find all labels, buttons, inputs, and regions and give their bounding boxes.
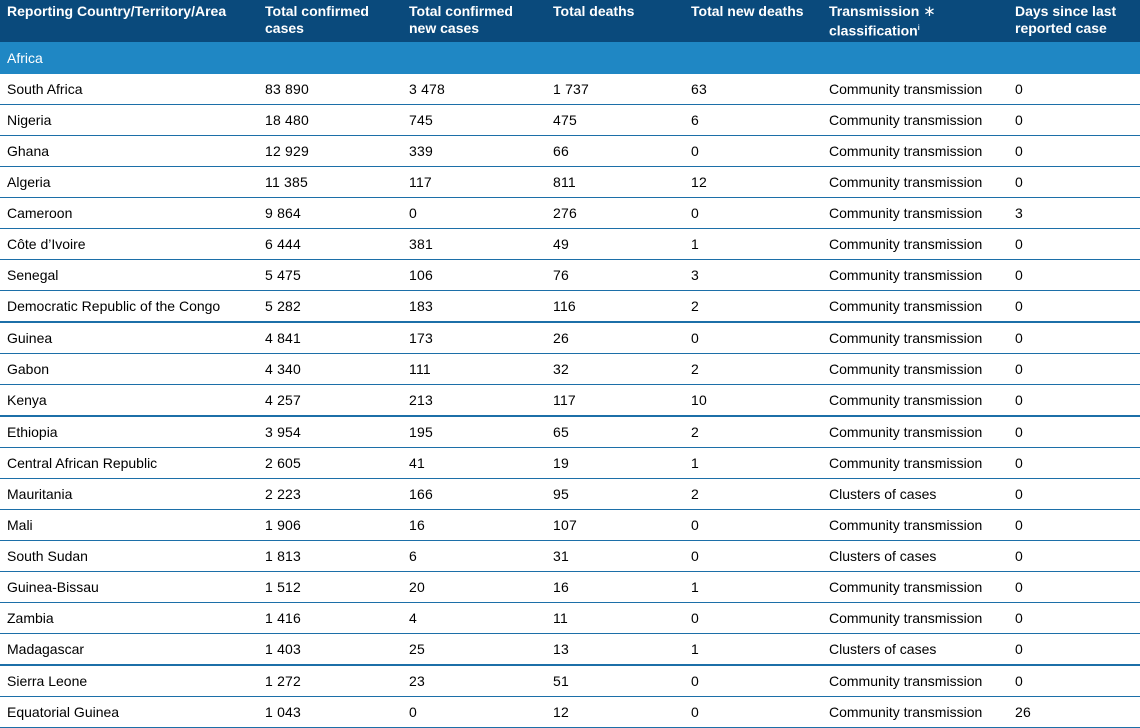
cell-new-cases: 213: [402, 385, 546, 417]
cell-new-cases: 339: [402, 136, 546, 167]
cell-country: Guinea: [0, 322, 258, 354]
cell-new-deaths: 0: [684, 541, 822, 572]
cell-total-deaths: 65: [546, 416, 684, 448]
cell-total-deaths: 107: [546, 510, 684, 541]
cell-transmission: Clusters of cases: [822, 479, 1008, 510]
cell-new-deaths: 10: [684, 385, 822, 417]
cell-new-deaths: 1: [684, 634, 822, 666]
cell-total-deaths: 51: [546, 665, 684, 697]
cell-new-deaths: 0: [684, 198, 822, 229]
cell-country: South Sudan: [0, 541, 258, 572]
cell-new-deaths: 1: [684, 572, 822, 603]
cell-new-deaths: 63: [684, 74, 822, 105]
column-header-new-cases: Total confirmed new cases: [402, 0, 546, 41]
cell-new-cases: 4: [402, 603, 546, 634]
cell-total-deaths: 1 737: [546, 74, 684, 105]
cell-transmission: Community transmission: [822, 448, 1008, 479]
cell-transmission: Community transmission: [822, 603, 1008, 634]
cell-transmission: Community transmission: [822, 167, 1008, 198]
cell-total-deaths: 116: [546, 291, 684, 323]
cell-new-cases: 745: [402, 105, 546, 136]
table-row: [0, 385, 1140, 417]
cell-country: Cameroon: [0, 198, 258, 229]
cell-new-deaths: 1: [684, 229, 822, 260]
cell-transmission: Community transmission: [822, 697, 1008, 728]
cell-country: Sierra Leone: [0, 665, 258, 697]
cell-days-since: 0: [1008, 572, 1140, 603]
cell-total-cases: 9 864: [258, 198, 402, 229]
cell-total-cases: 2 223: [258, 479, 402, 510]
cell-new-deaths: 3: [684, 260, 822, 291]
cell-total-cases: 1 512: [258, 572, 402, 603]
cell-days-since: 0: [1008, 448, 1140, 479]
table-row: [0, 167, 1140, 198]
cell-transmission: Community transmission: [822, 74, 1008, 105]
cell-country: Senegal: [0, 260, 258, 291]
cell-total-cases: 1 272: [258, 665, 402, 697]
cell-total-deaths: 49: [546, 229, 684, 260]
table-row: [0, 510, 1140, 541]
table-row: [0, 697, 1140, 728]
cell-country: Kenya: [0, 385, 258, 417]
cell-country: Gabon: [0, 354, 258, 385]
cell-days-since: 0: [1008, 322, 1140, 354]
cell-transmission: Community transmission: [822, 510, 1008, 541]
cell-country: Madagascar: [0, 634, 258, 666]
cell-total-deaths: 276: [546, 198, 684, 229]
cell-total-deaths: 26: [546, 322, 684, 354]
cell-country: Ethiopia: [0, 416, 258, 448]
table-row: [0, 479, 1140, 510]
cell-total-deaths: 11: [546, 603, 684, 634]
cell-transmission: Community transmission: [822, 136, 1008, 167]
cell-transmission: Clusters of cases: [822, 634, 1008, 666]
column-header-country: Reporting Country/Territory/Area: [0, 0, 258, 41]
column-header-days-since: Days since last reported case: [1008, 0, 1140, 41]
table-row: [0, 572, 1140, 603]
cell-total-deaths: 66: [546, 136, 684, 167]
cell-days-since: 0: [1008, 354, 1140, 385]
cell-new-deaths: 0: [684, 322, 822, 354]
column-header-total-cases: Total confirmed cases: [258, 0, 402, 41]
cell-days-since: 0: [1008, 541, 1140, 572]
cell-new-cases: 41: [402, 448, 546, 479]
cell-new-deaths: 6: [684, 105, 822, 136]
cell-total-deaths: 117: [546, 385, 684, 417]
cell-days-since: 0: [1008, 291, 1140, 323]
cell-new-cases: 25: [402, 634, 546, 666]
cell-new-cases: 20: [402, 572, 546, 603]
cell-new-cases: 173: [402, 322, 546, 354]
column-header-transmission: Transmission ∗ classification$^i$: [822, 0, 1008, 41]
cell-country: Central African Republic: [0, 448, 258, 479]
cell-country: Guinea-Bissau: [0, 572, 258, 603]
cell-total-cases: 2 605: [258, 448, 402, 479]
cell-new-cases: 0: [402, 198, 546, 229]
cell-new-deaths: 0: [684, 665, 822, 697]
table-row: [0, 448, 1140, 479]
cell-total-cases: 1 906: [258, 510, 402, 541]
cell-new-cases: 111: [402, 354, 546, 385]
asterisk-marker: ∗: [923, 3, 936, 20]
table-row: [0, 260, 1140, 291]
table-row: [0, 291, 1140, 323]
cell-total-deaths: 32: [546, 354, 684, 385]
cell-days-since: 0: [1008, 603, 1140, 634]
cell-country: Equatorial Guinea: [0, 697, 258, 728]
cell-total-deaths: 95: [546, 479, 684, 510]
cell-total-cases: 5 282: [258, 291, 402, 323]
cell-total-deaths: 16: [546, 572, 684, 603]
cell-total-cases: 11 385: [258, 167, 402, 198]
cell-days-since: 0: [1008, 385, 1140, 417]
table-row: [0, 665, 1140, 697]
table-row: [0, 322, 1140, 354]
cell-total-cases: 12 929: [258, 136, 402, 167]
table-row: [0, 541, 1140, 572]
cell-country: South Africa: [0, 74, 258, 105]
cell-country: Côte d’Ivoire: [0, 229, 258, 260]
cell-days-since: 0: [1008, 229, 1140, 260]
cell-new-deaths: 0: [684, 136, 822, 167]
cell-days-since: 0: [1008, 479, 1140, 510]
cell-days-since: 0: [1008, 74, 1140, 105]
cell-transmission: Community transmission: [822, 385, 1008, 417]
cell-new-cases: 183: [402, 291, 546, 323]
cell-total-cases: 3 954: [258, 416, 402, 448]
cell-new-cases: 106: [402, 260, 546, 291]
cell-new-deaths: 1: [684, 448, 822, 479]
table-row: [0, 136, 1140, 167]
cell-days-since: 0: [1008, 167, 1140, 198]
cell-country: Democratic Republic of the Congo: [0, 291, 258, 323]
cell-new-cases: 3 478: [402, 74, 546, 105]
cell-days-since: 0: [1008, 260, 1140, 291]
cell-transmission: Community transmission: [822, 105, 1008, 136]
cell-total-deaths: 76: [546, 260, 684, 291]
cell-transmission: Community transmission: [822, 322, 1008, 354]
cell-total-cases: 4 340: [258, 354, 402, 385]
cell-new-cases: 117: [402, 167, 546, 198]
table-row: [0, 105, 1140, 136]
cell-total-deaths: 19: [546, 448, 684, 479]
cell-total-cases: 1 416: [258, 603, 402, 634]
cell-new-deaths: 2: [684, 354, 822, 385]
table-row: [0, 74, 1140, 105]
cell-transmission: Community transmission: [822, 354, 1008, 385]
cell-new-deaths: 2: [684, 416, 822, 448]
table-header: [0, 0, 1140, 41]
cell-new-deaths: 0: [684, 697, 822, 728]
cell-new-cases: 381: [402, 229, 546, 260]
cell-total-cases: 18 480: [258, 105, 402, 136]
cell-transmission: Clusters of cases: [822, 541, 1008, 572]
table-row: [0, 634, 1140, 666]
cell-transmission: Community transmission: [822, 260, 1008, 291]
cell-days-since: 0: [1008, 105, 1140, 136]
cell-days-since: 26: [1008, 697, 1140, 728]
cell-total-cases: 1 813: [258, 541, 402, 572]
cell-new-deaths: 2: [684, 479, 822, 510]
cell-transmission: Community transmission: [822, 229, 1008, 260]
cell-total-deaths: 13: [546, 634, 684, 666]
cell-days-since: 0: [1008, 416, 1140, 448]
cell-days-since: 0: [1008, 634, 1140, 666]
cell-total-cases: 83 890: [258, 74, 402, 105]
cell-total-cases: 1 403: [258, 634, 402, 666]
cell-total-cases: 5 475: [258, 260, 402, 291]
cell-total-deaths: 12: [546, 697, 684, 728]
cell-total-cases: 1 043: [258, 697, 402, 728]
footnote-marker: i: [917, 25, 920, 32]
cell-total-deaths: 31: [546, 541, 684, 572]
table-row: [0, 198, 1140, 229]
cell-country: Mali: [0, 510, 258, 541]
cell-country: Nigeria: [0, 105, 258, 136]
region-row-africa: [0, 41, 1140, 74]
cell-days-since: 0: [1008, 510, 1140, 541]
cell-new-cases: 16: [402, 510, 546, 541]
cell-transmission: Community transmission: [822, 198, 1008, 229]
table-row: [0, 354, 1140, 385]
cell-country: Ghana: [0, 136, 258, 167]
column-header-total-deaths: Total deaths: [546, 0, 684, 41]
cell-new-cases: 166: [402, 479, 546, 510]
cell-country: Mauritania: [0, 479, 258, 510]
cell-transmission: Community transmission: [822, 416, 1008, 448]
cell-country: Algeria: [0, 167, 258, 198]
table-row: [0, 229, 1140, 260]
cell-new-cases: 23: [402, 665, 546, 697]
table-row: [0, 603, 1140, 634]
cell-days-since: 3: [1008, 198, 1140, 229]
cell-days-since: 0: [1008, 665, 1140, 697]
cell-total-deaths: 475: [546, 105, 684, 136]
cell-new-cases: 195: [402, 416, 546, 448]
column-header-new-deaths: Total new deaths: [684, 0, 822, 41]
cell-transmission: Community transmission: [822, 572, 1008, 603]
table-row: [0, 416, 1140, 448]
cell-new-deaths: 2: [684, 291, 822, 323]
cell-total-cases: 6 444: [258, 229, 402, 260]
cell-new-deaths: 12: [684, 167, 822, 198]
cell-total-deaths: 811: [546, 167, 684, 198]
cell-transmission: Community transmission: [822, 665, 1008, 697]
cell-country: Zambia: [0, 603, 258, 634]
cell-new-deaths: 0: [684, 510, 822, 541]
cell-total-cases: 4 257: [258, 385, 402, 417]
region-label: Africa: [0, 41, 1140, 74]
cell-days-since: 0: [1008, 136, 1140, 167]
cell-transmission: Community transmission: [822, 291, 1008, 323]
cell-total-cases: 4 841: [258, 322, 402, 354]
cell-new-cases: 6: [402, 541, 546, 572]
cell-new-deaths: 0: [684, 603, 822, 634]
cell-new-cases: 0: [402, 697, 546, 728]
